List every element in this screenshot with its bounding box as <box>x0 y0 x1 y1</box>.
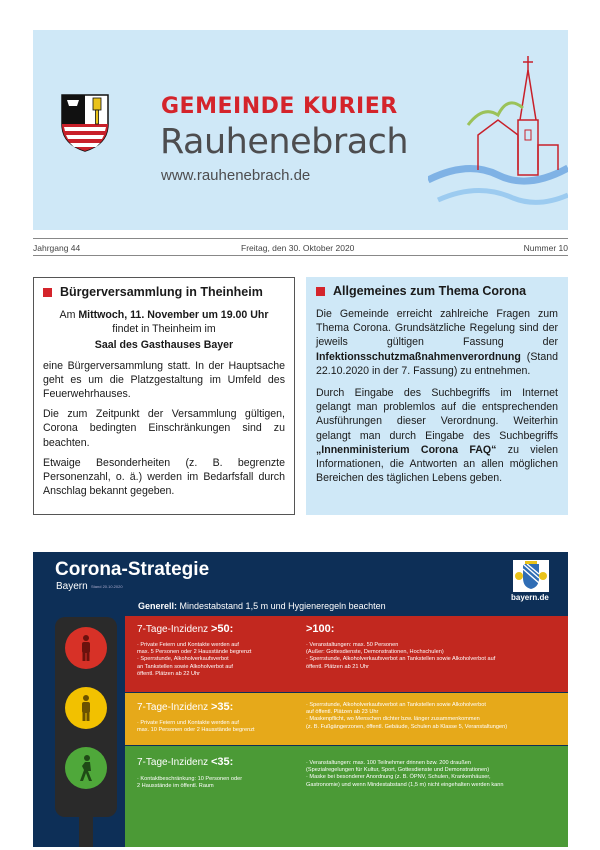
incidence-heading <box>137 701 233 713</box>
rule-line: · Sperrstunde, Alkoholverkaufsverbot an Tankstellen sowie Alkoholverbot <box>306 702 486 708</box>
green-light-walking-person-icon <box>65 747 107 789</box>
rule-line: · Veranstaltungen: max. 50 Personen <box>306 642 399 648</box>
bavaria-coat-of-arms-icon <box>513 560 549 592</box>
red-light-standing-person-icon <box>65 627 107 669</box>
issue-date: Freitag, den 30. Oktober 2020 <box>241 243 355 253</box>
newsletter-title: GEMEINDE KURIER <box>161 94 398 119</box>
bayern-de-link[interactable]: bayern.de <box>511 593 549 602</box>
volume-label: Jahrgang 44 <box>33 243 81 253</box>
rule-line: (z. B. Fußgängerzonen, öffentl. Gebäude, Schulen ab Klasse 5, Veranstaltungen) <box>306 723 508 730</box>
traffic-light-pole <box>79 817 93 847</box>
rule-line: · Maskenpflicht, wo Menschen dichter bzw. länger zusammenkommen <box>306 716 480 723</box>
website-url[interactable]: www.rauhenebrach.de <box>161 167 311 184</box>
rule-line: · Private Feiern und Kontakte werden auf <box>137 720 239 726</box>
yellow-light-person-icon <box>65 687 107 729</box>
incidence-threshold: >35: <box>210 701 234 713</box>
event-date-line <box>43 308 285 322</box>
incidence-label: 7-Tage-Inzidenz <box>137 757 211 768</box>
rules-list <box>306 702 507 731</box>
municipality-name: Rauhenebrach <box>160 122 409 162</box>
church-illustration-icon <box>428 50 568 225</box>
rule-line: Gastronomie) und wenn Mindestabstand (1,5 m) nicht eingehalten werden kann <box>306 781 504 788</box>
rules-list <box>137 642 251 678</box>
article-buergerversammlung <box>33 277 295 515</box>
rule-line: · Kontaktbeschränkung: 10 Personen oder <box>137 776 243 782</box>
incidence-band-green <box>125 746 568 847</box>
incidence-threshold: <35: <box>210 756 234 768</box>
corona-strategy-poster <box>33 552 568 847</box>
general-rule <box>138 601 386 611</box>
rule-line: · Maske bei besonderer Anordnung (z. B. ÖPNV, Schulen, Krankenhäuser, <box>306 774 491 781</box>
red-square-bullet-icon <box>316 287 325 296</box>
rules-list <box>306 760 503 789</box>
red-square-bullet-icon <box>43 288 52 297</box>
poster-subtitle: Bayern <box>56 581 88 592</box>
paragraph-text: Durch Eingabe des Suchbegriffs im Internet gelangt man problemlos auf die entsprechenden Ausführungen dieser Verordnung. Weiterhin gelangt man durch Eingabe des Suchbegriffs <box>316 387 558 442</box>
article-title <box>43 285 285 299</box>
municipal-crest-icon <box>61 94 109 152</box>
issue-info-bar <box>33 238 568 256</box>
general-rule-text: Mindestabstand 1,5 m und Hygieneregeln beachten <box>177 601 386 611</box>
article-corona-general <box>306 277 568 515</box>
incidence-band-yellow <box>125 693 568 745</box>
rule-line: an Tankstellen sowie Alkoholverbot auf <box>137 663 233 670</box>
article-paragraph <box>316 307 558 378</box>
paragraph-text: zu vielen Informationen, die Antworten an allen möglichen Bereichen des täglichen Lebens geben. <box>316 443 558 485</box>
article-title-text: Allgemeines zum Thema Corona <box>333 284 527 298</box>
article-paragraph: eine Bürgerversammlung statt. In der Hauptsache geht es um die Platzgestaltung im Umfeld des Feuerwehrhauses. <box>43 359 285 401</box>
article-paragraph: Etwaige Besonderheiten (z. B. begrenzte Personenzahl, o. ä.) werden im Bedarfsfall durch Anschlag bekannt gegeben. <box>43 456 285 498</box>
event-venue: Saal des Gasthauses Bayer <box>94 339 234 352</box>
incidence-label: 7-Tage-Inzidenz <box>137 702 211 713</box>
incidence-label: 7-Tage-Inzidenz <box>137 624 211 635</box>
rule-line: · Sperrstunde, Alkoholverkaufsverbot <box>137 656 229 663</box>
rule-line: öffentl. Plätzen ab 21 Uhr <box>306 663 370 670</box>
rule-line: öffentl. Plätzen ab 22 Uhr <box>137 670 201 677</box>
rule-line: 2 Hausstände im öffentl. Raum <box>137 783 214 790</box>
rules-list <box>306 642 495 671</box>
event-date-prefix: Am <box>59 309 79 321</box>
rules-list <box>137 776 242 790</box>
rule-line: max. 5 Personen oder 2 Hausstände begrenzt <box>137 649 252 656</box>
rule-line: · Private Feiern und Kontakte werden auf <box>137 642 239 648</box>
rules-list <box>137 720 255 734</box>
incidence-heading: >100: <box>306 623 335 635</box>
article-title <box>316 284 558 298</box>
paragraph-text: Die Gemeinde erreicht zahlreiche Fragen zum Thema Corona. Grundsätzliche Regelung sind der jeweils gültigen Fassung der <box>316 308 558 349</box>
rule-line: · Veranstaltungen: max. 100 Teilnehmer drinnen bzw. 200 draußen <box>306 760 472 766</box>
incidence-threshold: >50: <box>210 623 234 635</box>
incidence-heading <box>137 756 233 768</box>
incidence-heading <box>137 623 233 635</box>
search-term: „Innenministerium Corona FAQ“ <box>316 443 497 456</box>
rule-line: auf öffentl. Plätzen ab 23 Uhr <box>306 709 379 716</box>
event-location-intro: findet in Theinheim im <box>112 323 216 336</box>
masthead <box>33 30 568 230</box>
traffic-light <box>55 617 117 817</box>
article-title-text: Bürgerversammlung in Theinheim <box>60 285 263 299</box>
rule-line: (Außer: Gottesdienste, Demonstrationen, Hochschulen) <box>306 649 444 656</box>
rule-line: · Sperrstunde, Alkoholverkaufsverbot an Tankstellen sowie Alkoholverbot auf <box>306 656 496 663</box>
regulation-name: Infektionsschutzmaßnahmenverordnung <box>316 350 521 363</box>
poster-date-note: Stand 20.10.2020 <box>91 584 123 589</box>
rule-line: (Spezialregelungen für Kultur, Sport, Gottesdienste und Demonstrationen) <box>306 767 490 774</box>
paragraph-text: (Stand 22.10.2020 in der 7. Fassung) zu entnehmen. <box>316 350 558 377</box>
issue-number: Nummer 10 <box>523 243 568 253</box>
incidence-band-red <box>125 616 568 692</box>
poster-title: Corona-Strategie <box>55 559 210 580</box>
article-paragraph <box>316 386 558 485</box>
event-date-time: Mittwoch, 11. November um 19.00 Uhr <box>78 309 269 321</box>
general-rule-label: Generell: <box>138 601 178 611</box>
article-paragraph: Die zum Zeitpunkt der Versammlung gültigen, Corona bedingten Einschränkungen sind zu beachten. <box>43 408 285 449</box>
rule-line: max. 10 Personen oder 2 Hausstände begrenzt <box>137 727 255 734</box>
